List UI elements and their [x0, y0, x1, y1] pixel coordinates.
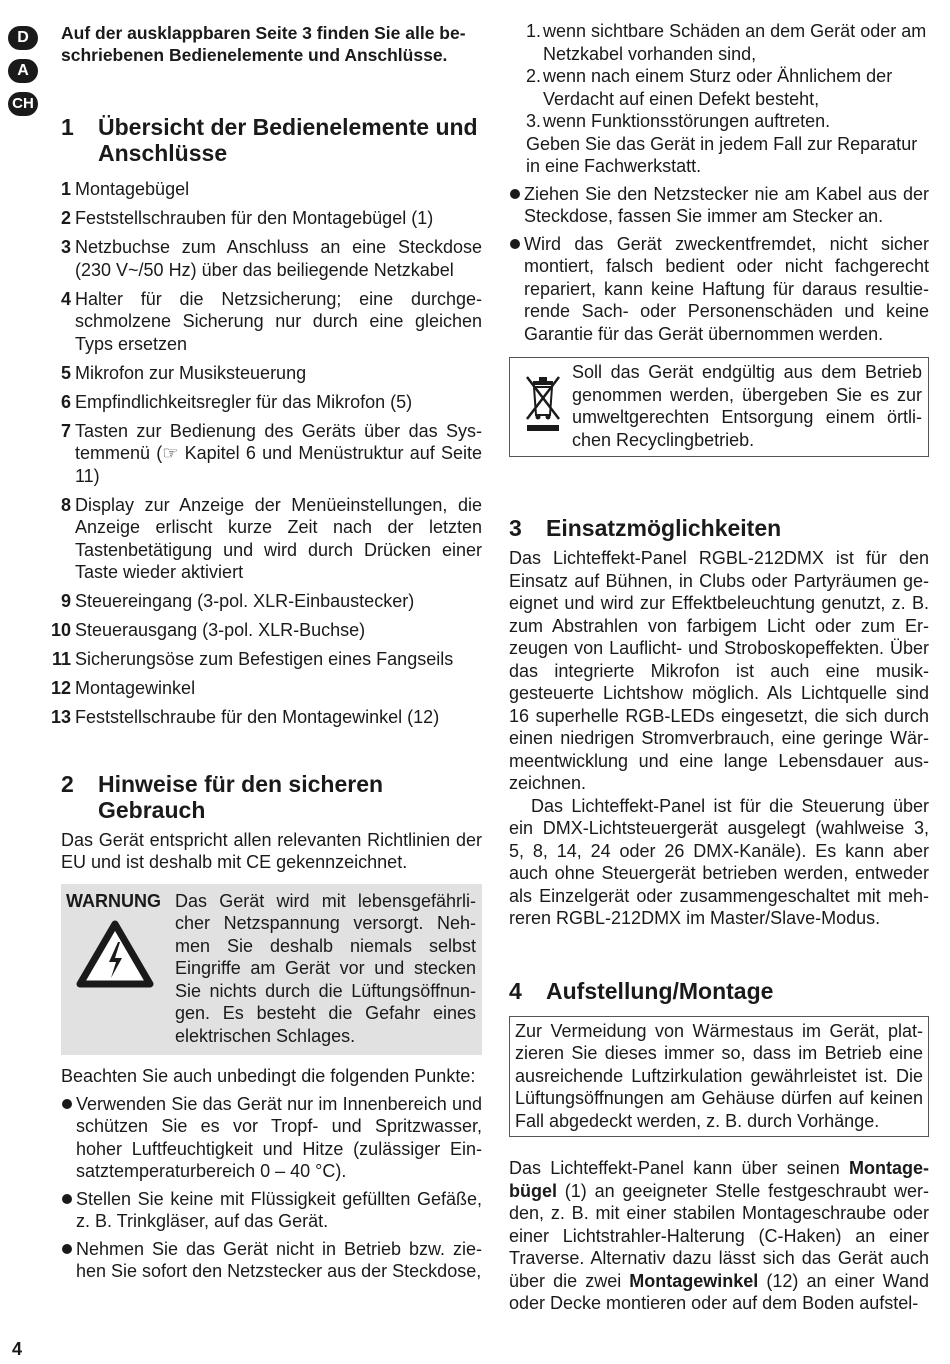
warning-left: [66, 890, 173, 1048]
section-4-title: Aufstellung/Montage: [546, 977, 774, 1004]
repair-note: Geben Sie das Gerät in jedem Fall zur Reparatur in eine Fachwerkstatt.: [526, 133, 918, 176]
list-item: 10 Steuerausgang (3-pol. XLR-Buchse): [50, 620, 366, 640]
section-3-number: 3: [509, 515, 522, 541]
list-item: 1 Montagebügel: [60, 179, 190, 199]
list-item: 6 Empfindlichkeitsregler für das Mikrofon (5): [60, 391, 413, 412]
section-2-title: Hinweise für den sicheren Gebrauch: [98, 770, 384, 823]
mounting-bracket-term: Montagebügel: [509, 1158, 929, 1201]
crossed-bin-icon: [514, 361, 572, 451]
controls-list: [49, 178, 482, 729]
list-item: 3. wenn Funktionsstörungen auftreten.: [526, 111, 831, 131]
language-badge-ch: CH: [8, 92, 38, 116]
list-item: Verwenden Sie das Gerät nur im Innenbereich und schützen Sie es vor Tropf- und Spritzwasser, hoher Luftfeuchtigkeit und Hitze (zulässiger Einsatztemperaturbereich 0 – 40 °C).: [61, 1093, 482, 1183]
section-4-number: 4: [509, 977, 522, 1004]
conditions-list: [526, 20, 929, 133]
bullet-icon: [509, 183, 524, 228]
right-column: [509, 20, 929, 1315]
mounting-text: (12) an einer Wand oder Decke montieren oder auf dem Boden aufstel-: [509, 1270, 929, 1313]
section-2-heading: [61, 771, 482, 823]
mounting-angle-term: Montagewinkel: [629, 1270, 759, 1291]
bullet-icon: [61, 1238, 76, 1283]
list-item: 12 Montagewinkel: [50, 678, 196, 698]
page-number: 4: [12, 1339, 23, 1359]
list-item: 9 Steuereingang (3-pol. XLR-Einbaustecker): [60, 591, 415, 611]
warning-box: [61, 884, 482, 1056]
eu-conformity-text: Das Gerät entspricht allen relevanten Richtlinien der EU und ist deshalb mit CE gekennzeichnet.: [61, 829, 482, 872]
list-item: 13 Feststellschraube für den Montagewinkel (12): [50, 707, 440, 727]
list-item: 1. wenn sichtbare Schäden an dem Gerät oder am Netzkabel vorhanden sind,: [526, 21, 927, 64]
section-4-heading: [509, 978, 929, 1004]
ventilation-notice-box: Zur Vermeidung von Wärmestaus im Gerät, platzieren Sie dieses immer so, dass im Betrieb eine ausreichende Luftzirkulation gewährleistet ist. Die Lüftungsöffnungen am Gehäuse dürfen auf keinen Fall abgedeckt werden, z. B. durch Vorhänge.: [509, 1016, 929, 1138]
points-intro: Beachten Sie auch unbedingt die folgenden Punkte:: [61, 1066, 476, 1086]
intro-note: Auf der ausklappbaren Seite 3 finden Sie alle beschriebenen Bedienelemente und Anschlüsse.: [61, 23, 466, 65]
warning-text: Das Gerät wird mit lebensgefährlicher Netzspannung versorgt. Nehmen Sie deshalb niemals selbst Eingriffe am Gerät vor und stecken Sie nichts durch die Lüftungsöffnungen. Es besteht die Gefahr eines elektrischen Schlages.: [175, 890, 476, 1046]
list-item: 7 Tasten zur Bedienung des Geräts über das Systemmenü (☞ Kapitel 6 und Menüstruktur auf Seite 11): [60, 420, 482, 486]
section-1-number: 1: [61, 114, 74, 140]
section-2-number: 2: [61, 770, 74, 797]
bullet-icon: [61, 1093, 76, 1183]
high-voltage-warning-icon: [66, 912, 173, 994]
list-item: 5 Mikrofon zur Musiksteuerung: [60, 362, 307, 383]
safety-bullets: [61, 1093, 482, 1283]
list-item: Stellen Sie keine mit Flüssigkeit gefüllten Gefäße, z. B. Trinkgläser, auf das Gerät.: [61, 1188, 482, 1233]
list-item: 3 Netzbuchse zum Anschluss an eine Steckdose (230 V~/50 Hz) über das beiliegende Netzkabel: [60, 237, 482, 280]
list-item: Nehmen Sie das Gerät nicht in Betrieb bzw. ziehen Sie sofort den Netzstecker aus der Steckdose,: [61, 1238, 482, 1283]
list-item: 2. wenn nach einem Sturz oder Ähnlichem der Verdacht auf einen Defekt besteht,: [526, 66, 893, 109]
list-item: 4 Halter für die Netzsicherung; eine durchgeschmolzene Sicherung nur durch eine gleichen Typs ersetzen: [60, 288, 482, 354]
language-badge-a: A: [8, 59, 38, 83]
safety-bullets-continued: [509, 183, 929, 346]
disposal-box: [509, 357, 929, 457]
left-column: [50, 20, 482, 1283]
list-item: 8 Display zur Anzeige der Menüeinstellungen, die Anzeige erlischt kurze Zeit nach der letzten Tastenbetätigung und wird durch Drücken einer Taste wieder aktiviert: [60, 494, 482, 582]
mounting-text: Das Lichteffekt-Panel kann über seinen: [509, 1158, 849, 1178]
disposal-text: Soll das Gerät endgültig aus dem Betrieb genommen werden, übergeben Sie es zur umweltgerechten Entsorgung einem örtlichen Recyclingbetrieb.: [572, 362, 922, 450]
section-3-paragraph-1: Das Lichteffekt-Panel RGBL-212DMX ist für den Einsatz auf Bühnen, in Clubs oder Partyräumen geeignet und wird zur Effektbeleuchtung genutzt, z. B. zum Abstrahlen von farbigem Licht oder zum Erzeugen von Lauflicht- und Stroboskopeffekten. Über das integrierte Mikrofon ist auch eine musikgesteuerte Lichtshow möglich. Als Lichtquelle sind 16 superhelle RGB-LEDs eingesetzt, die sich durch einen niedrigen Stromverbrauch, eine geringe Wärmeentwicklung und eine lange Lebensdauer auszeichnen.: [509, 548, 929, 793]
section-3-paragraph-2: Das Lichteffekt-Panel ist für die Steuerung über ein DMX-Lichtsteuergerät ausgelegt (wahlweise 3, 5, 8, 14, 24 oder 26 DMX-Kanäle). Es kann aber auch ohne Steuergerät betrieben werden, entweder als Einzelgerät oder zusammengeschaltet mit mehreren RGBL-212DMX im Master/Slave-Modus.: [509, 795, 929, 928]
mounting-paragraph: [509, 1157, 929, 1315]
section-1-heading: [61, 114, 482, 166]
language-badges: [8, 26, 38, 125]
mounting-text: (1) an geeigneter Stelle festgeschraubt werden, z. B. mit einer stabilen Montageschraube oder einer Lichtstrahler-Halterung (C-Haken) an einer Traverse. Alternativ dazu lässt sich das Gerät auch über die zwei: [509, 1180, 929, 1291]
section-3-heading: [509, 515, 929, 541]
list-item: 2 Feststellschrauben für den Montagebügel (1): [60, 208, 434, 228]
list-item: Wird das Gerät zweckentfremdet, nicht sicher montiert, falsch bedient oder nicht fachgerecht repariert, kann keine Haftung für daraus resultierende Sach- oder Personenschäden und keine Garantie für das Gerät übernommen werden.: [509, 233, 929, 346]
section-1-title: Übersicht der Bedienelemente und Anschlüsse: [98, 114, 478, 166]
section-3-title: Einsatzmöglichkeiten: [546, 515, 782, 541]
warning-label: WARNUNG: [66, 890, 161, 911]
list-item: Ziehen Sie den Netzstecker nie am Kabel aus der Steckdose, fassen Sie immer am Stecker an.: [509, 183, 929, 228]
language-badge-d: D: [8, 26, 38, 50]
bullet-icon: [61, 1188, 76, 1233]
bullet-icon: [509, 233, 524, 346]
list-item: 11 Sicherungsöse zum Befestigen eines Fangseils: [51, 649, 454, 669]
